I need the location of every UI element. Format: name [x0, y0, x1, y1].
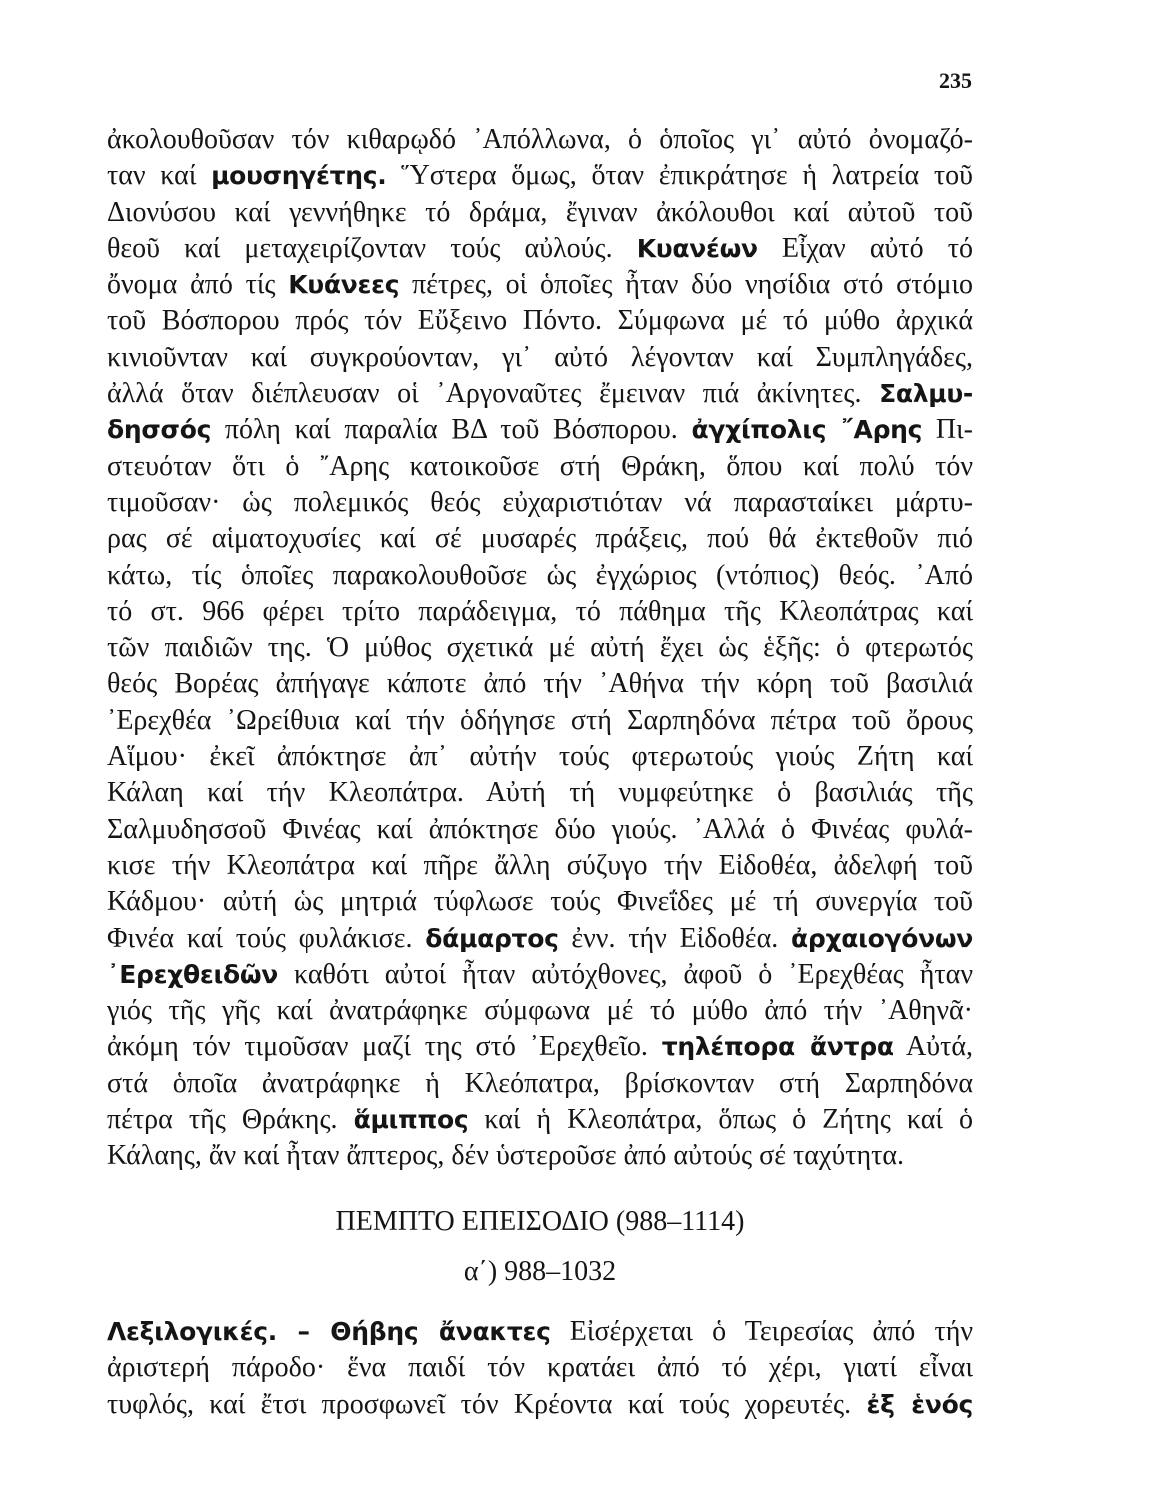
text-run: Διονύσου καί γεννήθηκε τό δράμα, ἔγιναν ἀκόλουθοι καί αὐτοῦ τοῦ — [107, 196, 973, 228]
text-run: ἀλλά ὅταν διέπλευσαν οἱ ᾽Αργοναῦτες ἔμειναν πιά ἀκίνητες. — [107, 378, 880, 410]
text-run: Εἰσέρχεται ὁ Τειρεσίας ἀπό τήν — [550, 1316, 973, 1347]
text-run: στά ὁποῖα ἀνατράφηκε ἡ Κλεόπατρα, βρίσκονταν στή Σαρπηδόνα — [107, 1067, 973, 1099]
text-line — [107, 485, 973, 521]
lemma-term: ἀγχίπολις ῎Αρης — [691, 415, 923, 445]
text-run: κισε τήν Κλεοπάτρα καί πῆρε ἄλλη σύζυγο τήν Εἰδοθέα, ἀδελφή τοῦ — [107, 849, 973, 881]
text-run: ἀκόμη τόν τιμοῦσαν μαζί της στό ᾽Ερεχθεῖο. — [107, 1031, 662, 1063]
lemma-term: δάμαρτος — [425, 923, 559, 953]
text-line — [107, 195, 973, 231]
text-line — [107, 775, 973, 811]
text-run: Κάδμου· αὐτή ὡς μητριά τύφλωσε τούς Φινεΐδες μέ τή συνεργία τοῦ — [107, 886, 973, 918]
text-line — [107, 267, 973, 303]
text-run: θεός Βορέας ἀπήγαγε κάποτε ἀπό τήν ᾽Αθήνα τήν κόρη τοῦ βασιλιά — [107, 668, 973, 700]
text-run: πόλη καί παραλία ΒΔ τοῦ Βόσπορου. — [211, 414, 692, 446]
text-run: Εἶχαν αὐτό τό — [757, 232, 973, 264]
text-run: Φινέα καί τούς φυλάκισε. — [107, 922, 426, 954]
text-line — [107, 884, 973, 920]
text-run: ᾽Ερεχθέα ᾽Ωρείθυια καί τήν ὁδήγησε στή Σαρπηδόνα πέτρα τοῦ ὄρους — [107, 704, 973, 736]
text-run: τό στ. 966 φέρει τρίτο παράδειγμα, τό πάθημα τῆς Κλεοπάτρας καί — [107, 595, 973, 627]
text-run: ρας σέ αἱματοχυσίες καί σέ μυσαρές πράξεις, πού θά ἐκτεθοῦν πιό — [107, 523, 973, 555]
lemma-term: ᾽Ερεχθειδῶν — [107, 959, 278, 989]
section-title: ΠΕΜΠΤΟ ΕΠΕΙΣΟΔΙΟ (988–1114) — [335, 1206, 745, 1237]
text-run: γιός τῆς γῆς καί ἀνατράφηκε σύμφωνα μέ τό μύθο ἀπό τήν ᾽Αθηνᾶ· — [107, 995, 973, 1027]
text-line — [107, 666, 973, 702]
text-run: Κάλαη καί τήν Κλεοπάτρα. Αὐτή τή νυμφεύτηκε ὁ βασιλιάς τῆς — [107, 777, 973, 809]
text-run: ὄνομα ἀπό τίς — [107, 269, 289, 301]
text-run: Κάλαης, ἄν καί ἦταν ἄπτερος, δέν ὑστεροῦσε ἀπό αὐτούς σέ ταχύτητα. — [107, 1140, 905, 1172]
lemma-term: μουσηγέτης. — [211, 161, 387, 191]
text-line — [107, 412, 973, 448]
text-run: κινιοῦνταν καί συγκρούονταν, γι᾽ αὐτό λέγονταν καί Συμπληγάδες, — [107, 341, 973, 373]
text-line — [107, 703, 973, 739]
text-line — [107, 957, 973, 993]
lemma-term: δησσός — [107, 415, 212, 445]
lemma-term: τηλέπορα ἄντρα — [661, 1032, 894, 1062]
text-line — [107, 449, 973, 485]
text-run: τυφλός, καί ἔτσι προσφωνεῖ τόν Κρέοντα καί τούς χορευτές. — [107, 1388, 867, 1420]
text-line — [107, 122, 973, 158]
text-line — [107, 558, 973, 594]
lemma-term: ἅμιππος — [353, 1105, 469, 1135]
lemma-term: Κυάνεες — [288, 270, 400, 300]
text-run: τοῦ Βόσπορου πρός τόν Εὔξεινο Πόντο. Σύμφωνα μέ τό μύθο ἀρχικά — [107, 305, 973, 337]
text-line — [107, 993, 973, 1029]
lexical-notes — [107, 1314, 973, 1423]
text-line — [107, 1066, 973, 1102]
text-line — [107, 158, 973, 194]
commentary-body — [107, 122, 973, 1175]
text-run: ἀριστερή πάροδο· ἕνα παιδί τόν κρατάει ἀπό τό χέρι, γιατί εἶναι — [107, 1352, 973, 1384]
text-run: τῶν παιδιῶν της. Ὁ μύθος σχετικά μέ αὐτή ἔχει ὡς ἑξῆς: ὁ φτερωτός — [107, 632, 973, 664]
text-run: Σαλμυδησσοῦ Φινέας καί ἀπόκτησε δύο γιούς. ᾽Αλλά ὁ Φινέας φυλά- — [107, 813, 973, 845]
text-line — [107, 1138, 973, 1174]
text-line — [107, 303, 973, 339]
text-line — [107, 1029, 973, 1065]
text-run: Αἵμου· ἐκεῖ ἀπόκτησε ἀπ᾽ αὐτήν τούς φτερωτούς γιούς Ζήτη καί — [107, 741, 973, 773]
text-run: πέτρες, οἱ ὁποῖες ἦταν δύο νησίδια στό στόμιο — [399, 269, 973, 301]
page-number: 235 — [939, 68, 972, 93]
text-line — [107, 340, 973, 376]
text-run: Αὐτά, — [893, 1031, 973, 1063]
lemma-term: Κυανέων — [636, 233, 758, 263]
text-line — [107, 594, 973, 630]
text-line — [107, 231, 973, 267]
text-run: καθότι αὐτοί ἦταν αὐτόχθονες, ἀφοῦ ὁ ᾽Ερεχθέας ἦταν — [277, 958, 973, 990]
text-line — [107, 1350, 973, 1386]
text-line — [107, 1314, 973, 1350]
section-subtitle: α΄) 988–1032 — [463, 1256, 617, 1287]
text-line — [107, 630, 973, 666]
text-line — [107, 521, 973, 557]
text-run: ἐνν. τήν Εἰδοθέα. — [558, 922, 792, 954]
text-line — [107, 1387, 973, 1423]
lemma-term: ἐξ ἑνός — [866, 1389, 973, 1419]
lemma-term: Λεξιλογικές. – Θήβης ἄνακτες — [107, 1317, 551, 1346]
text-run: Πι- — [922, 414, 973, 446]
text-run: τιμοῦσαν· ὡς πολεμικός θεός εὐχαριστιόταν νά παρασταίκει μάρτυ- — [107, 486, 973, 518]
text-run: ἀκολουθοῦσαν τόν κιθαρῳδό ᾽Απόλλωνα, ὁ ὁποῖος γι᾽ αὐτό ὀνομαζό- — [107, 124, 973, 155]
text-run: ταν καί — [107, 160, 212, 192]
lemma-term: Σαλμυ- — [879, 379, 973, 409]
text-run: κάτω, τίς ὁποῖες παρακολουθοῦσε ὡς ἐγχώριος (ντόπιος) θεός. ᾽Από — [107, 559, 973, 591]
text-run: Ὕστερα ὅμως, ὅταν ἐπικράτησε ἡ λατρεία τοῦ — [386, 160, 973, 192]
lemma-term: ἀρχαιογόνων — [791, 923, 973, 953]
text-line — [107, 1102, 973, 1138]
text-run: πέτρα τῆς Θράκης. — [107, 1104, 354, 1136]
text-line — [107, 848, 973, 884]
text-line — [107, 921, 973, 957]
text-run: θεοῦ καί μεταχειρίζονταν τούς αὐλούς. — [107, 232, 637, 264]
text-run: στευόταν ὅτι ὁ ῎Αρης κατοικοῦσε στή Θράκη, ὅπου καί πολύ τόν — [107, 450, 973, 482]
text-line — [107, 812, 973, 848]
text-run: καί ἡ Κλεοπάτρα, ὅπως ὁ Ζήτης καί ὁ — [468, 1104, 973, 1136]
text-line — [107, 739, 973, 775]
text-line — [107, 376, 973, 412]
